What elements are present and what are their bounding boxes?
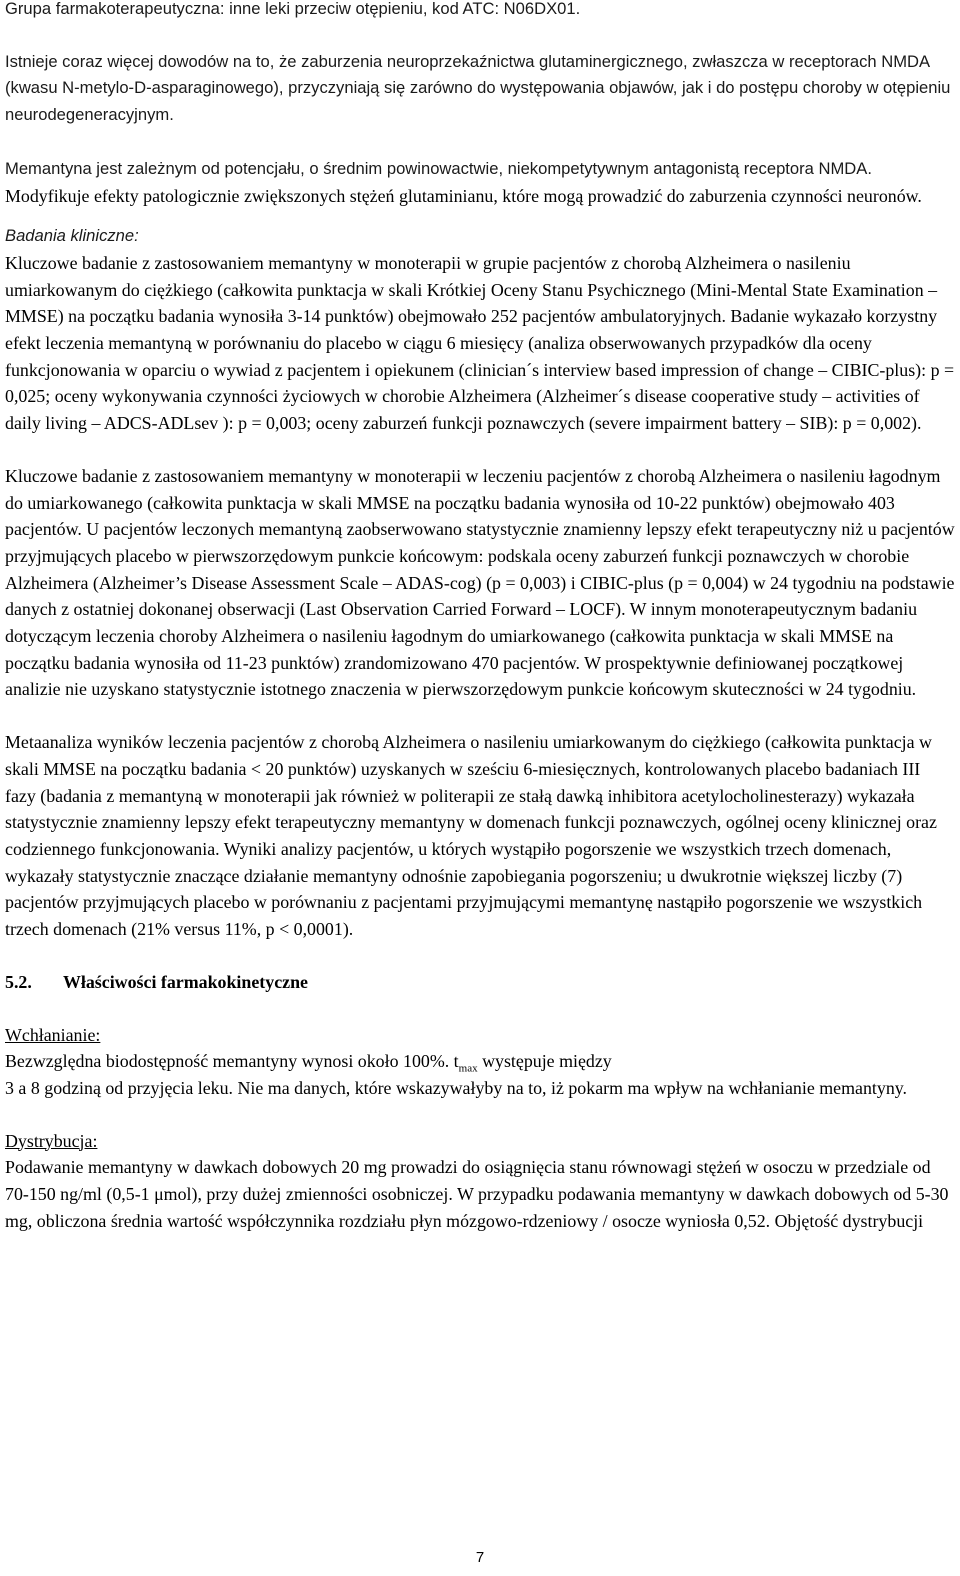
mechanism-text-sans: Memantyna jest zależnym od potencjału, o średnim powinowactwie, niekompetytywnym antagonistą receptora NMDA. [5,158,872,178]
study2-paragraph: Kluczowe badanie z zastosowaniem memantyny w monoterapii w leczeniu pacjentów z chorobą Alzheimera o nasileniu łagodnym do umiarkowanego (całkowita punktacja w skali MMSE na początku badania wynosiła od 10-22 punktów) obejmowało 403 pacjentów. U pacjentów leczonych memantyną zaobserwowano statystycznie znamienny lepszy efekt terapeutyczny niż u pacjentów przyjmujących placebo w pierwszorzędowym punkcie końcowym: podskala oceny zaburzeń funkcji poznawczych w chorobie Alzheimera (Alzheimer’s Disease Assessment Scale – ADAS-cog) (p = 0,003) i CIBIC-plus (p = 0,004) w 24 tygodniu na podstawie danych z ostatniej dokonanej obserwacji (Last Observation Carried Forward – LOCF). W innym monoterapeutycznym badaniu dotyczącym leczenia choroby Alzheimera o nasileniu łagodnym do umiarkowanego (całkowita punktacja w skali MMSE na początku badania wynosiła od 11-23 punktów) zrandomizowano 470 pacjentów. W prospektywnie definiowanej początkowej analizie nie uzyskano statystycznie istotnego znaczenia w pierwszorzędowym punkcie końcowym skuteczności w 24 tygodniu. [5,465,955,700]
section-heading [5,969,955,996]
clinical-trials-heading: Badania kliniczne: [5,226,139,246]
distribution-heading: Dystrybucja: [5,1130,98,1151]
study1-text-serif: Badanie wykazało korzystny efekt leczenia memantyną w porównaniu do placebo w ciągu 6 miesięcy (analiza obserwowanych przypadków dla oceny funkcjonowania w oparciu o wywiad z pacjentem i opiekunem (clinician´s interview based impression of change – CIBIC-plus): p = 0,025; oceny wykonywania czynności życiowych w chorobie Alzheimera (Alzheimer´s disease cooperative study – activities of daily living – ADCS-ADLsev ): p = 0,003; oceny zaburzeń funkcji poznawczych (severe impairment battery – SIB): p = 0,002). [5,306,955,434]
tmax-subscript: max [458,1062,478,1075]
study1-paragraph [5,250,955,437]
pharmacotherapeutic-group-line: Grupa farmakoterapeutyczna: inne leki przeciw otępieniu, kod ATC: N06DX01. [5,0,581,18]
page-number: 7 [475,1549,485,1566]
absorption-text-line1-end: występuje między [477,1051,612,1072]
meta-analysis-paragraph: Metaanaliza wyników leczenia pacjentów z chorobą Alzheimera o nasileniu umiarkowanym do ciężkiego (całkowita punktacja w skali MMSE na początku badania < 20 punktów) uzyskanych w sześciu 6-miesięcznych, kontrolowanych placebo badaniach III fazy (badania z memantyną w monoterapii jak również w politerapii ze stałą dawką inhibitora acetylocholinesterazy) wykazała statystycznie znamienny lepszy efekt terapeutyczny memantyny w domenach funkcji poznawczych, ogólnej oceny klinicznej oraz codziennego funkcjonowania. Wyniki analizy pacjentów, u których wystąpiło pogorszenie we wszystkich trzech domenach, wykazały statystycznie znaczące działanie memantyny odnośnie zapobiegania pogorszeniu; u dwukrotnie większej liczby (7) pacjentów przyjmujących placebo w porównaniu z pacjentami przyjmującymi memantynę nastąpiło pogorszenie we wszystkich trzech domenach (21% versus 11%, p < 0,0001). [5,732,937,940]
distribution-paragraph: Podawanie memantyny w dawkach dobowych 20 mg prowadzi do osiągnięcia stanu równowagi stężeń w osoczu w przedziale od 70-150 ng/ml (0,5-1 μmol), przy dużej zmienności osobniczej. W przypadku podawania memantyny w dawkach dobowych od 5-30 mg, obliczona średnia wartość współczynnika rozdziału płyn mózgowo-rdzeniowy / osocze wyniosła 0,52. Objętość dystrybucji [5,1157,949,1231]
absorption-text-start: Bezwzględna biodostępność memantyny wynosi około 100%. t [5,1051,459,1072]
section-number: 5.2. [5,971,32,992]
intro-paragraph: Istnieje coraz więcej dowodów na to, że zaburzenia neuroprzekaźnictwa glutaminergicznego, zwłaszcza w receptorach NMDA (kwasu N-metylo-D-asparaginowego), przyczyniają się zarówno do występowania objawów, jak i do postępu choroby w otępieniu neurodegeneracyjnym. [5,51,951,125]
study1-text-sans: Kluczowe badanie z zastosowaniem memantyny w monoterapii w grupie pacjentów z chorobą Alzheimera o nasileniu umiarkowanym do ciężkiego (całkowita punktacja w skali Krótkiej Oceny Stanu Psychicznego (Mini-Mental State Examination – MMSE) na początku badania wynosiła 3-14 punktów) obejmowało 252 pacjentów ambulatoryjnych. [5,252,938,327]
mechanism-text-serif: Modyfikuje efekty patologicznie zwiększonych stężeń glutaminianu, które mogą prowadzić do zaburzenia czynności neuronów. [5,185,922,206]
absorption-paragraph [5,1048,955,1101]
absorption-text-rest: 3 a 8 godziną od przyjęcia leku. Nie ma danych, które wskazywałyby na to, iż pokarm ma wpływ na wchłanianie memantyny. [5,1077,908,1098]
mechanism-paragraph [5,155,955,209]
document-page [5,0,955,1234]
absorption-heading: Wchłanianie: [5,1024,101,1045]
section-title: Właściwości farmakokinetyczne [63,971,308,992]
